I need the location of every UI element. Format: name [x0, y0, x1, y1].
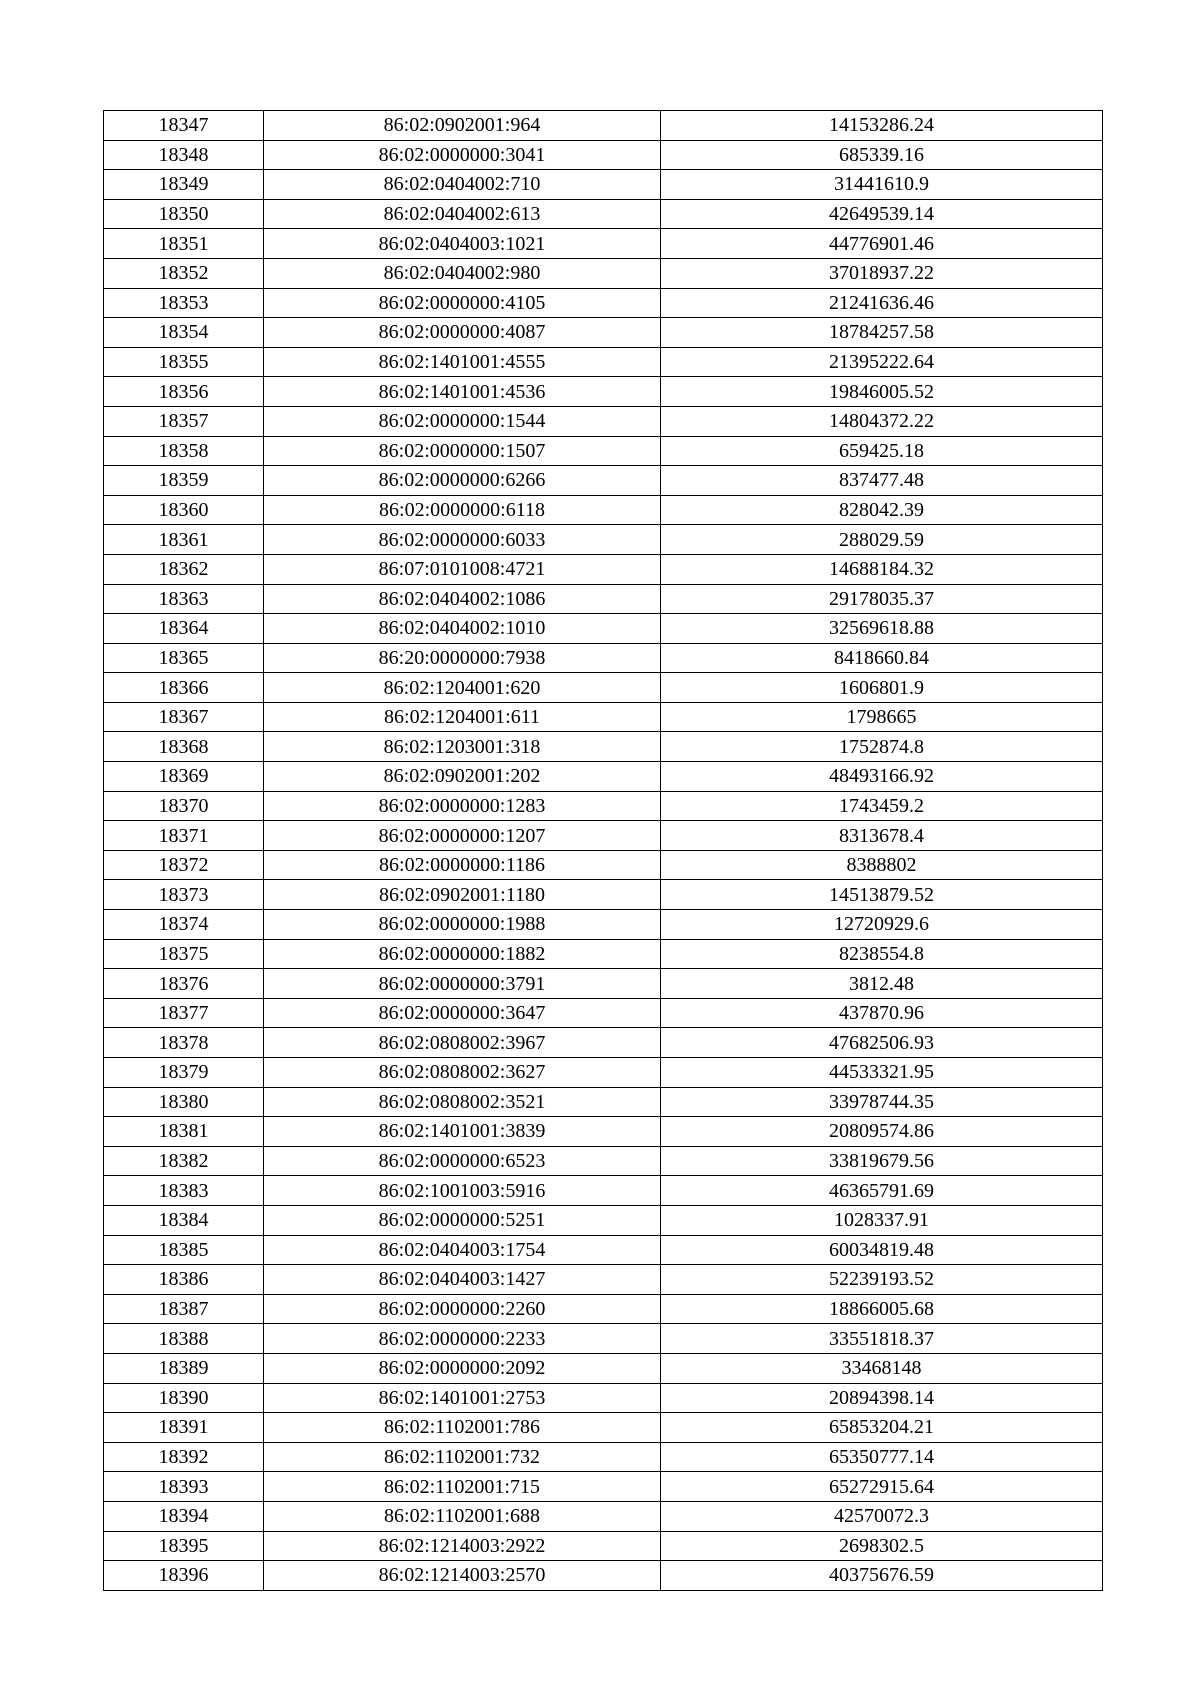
- table-row: [104, 1531, 1103, 1561]
- row-number-cell: 18371: [104, 821, 264, 851]
- cadastral-number-cell: 86:02:0000000:3041: [264, 140, 661, 170]
- row-number-cell: 18356: [104, 377, 264, 407]
- table-row: [104, 1117, 1103, 1147]
- value-cell: 44776901.46: [661, 229, 1103, 259]
- row-number-cell: 18369: [104, 762, 264, 792]
- row-number-cell: 18362: [104, 554, 264, 584]
- value-cell: 33468148: [661, 1353, 1103, 1383]
- cadastral-number-cell: 86:02:1204001:611: [264, 702, 661, 732]
- cadastral-number-cell: 86:02:0902001:964: [264, 111, 661, 141]
- table-row: [104, 199, 1103, 229]
- table-row: [104, 880, 1103, 910]
- table-row: [104, 732, 1103, 762]
- table-row: [104, 466, 1103, 496]
- table-row: [104, 1235, 1103, 1265]
- cadastral-number-cell: 86:02:0404003:1427: [264, 1265, 661, 1295]
- table-row: [104, 910, 1103, 940]
- cadastral-number-cell: 86:02:0000000:3647: [264, 998, 661, 1028]
- row-number-cell: 18373: [104, 880, 264, 910]
- table-row: [104, 406, 1103, 436]
- cadastral-number-cell: 86:20:0000000:7938: [264, 643, 661, 673]
- cadastral-number-cell: 86:02:0000000:3791: [264, 969, 661, 999]
- table-row: [104, 554, 1103, 584]
- cadastral-number-cell: 86:02:0000000:1988: [264, 910, 661, 940]
- row-number-cell: 18354: [104, 318, 264, 348]
- row-number-cell: 18351: [104, 229, 264, 259]
- row-number-cell: 18349: [104, 170, 264, 200]
- value-cell: 8388802: [661, 850, 1103, 880]
- table-row: [104, 998, 1103, 1028]
- cadastral-number-cell: 86:02:0404002:613: [264, 199, 661, 229]
- table-row: [104, 762, 1103, 792]
- row-number-cell: 18393: [104, 1472, 264, 1502]
- value-cell: 20809574.86: [661, 1117, 1103, 1147]
- value-cell: 1743459.2: [661, 791, 1103, 821]
- table-row: [104, 939, 1103, 969]
- table-row: [104, 673, 1103, 703]
- value-cell: 65350777.14: [661, 1442, 1103, 1472]
- value-cell: 48493166.92: [661, 762, 1103, 792]
- cadastral-number-cell: 86:02:0808002:3627: [264, 1058, 661, 1088]
- row-number-cell: 18352: [104, 258, 264, 288]
- cadastral-number-cell: 86:02:0404003:1754: [264, 1235, 661, 1265]
- row-number-cell: 18396: [104, 1561, 264, 1591]
- row-number-cell: 18386: [104, 1265, 264, 1295]
- table-row: [104, 229, 1103, 259]
- cadastral-number-cell: 86:02:0404002:1010: [264, 614, 661, 644]
- value-cell: 37018937.22: [661, 258, 1103, 288]
- row-number-cell: 18375: [104, 939, 264, 969]
- cadastral-number-cell: 86:02:0000000:1507: [264, 436, 661, 466]
- value-cell: 65272915.64: [661, 1472, 1103, 1502]
- value-cell: 14804372.22: [661, 406, 1103, 436]
- row-number-cell: 18353: [104, 288, 264, 318]
- value-cell: 1798665: [661, 702, 1103, 732]
- row-number-cell: 18348: [104, 140, 264, 170]
- cadastral-number-cell: 86:02:1214003:2922: [264, 1531, 661, 1561]
- cadastral-number-cell: 86:02:0000000:5251: [264, 1205, 661, 1235]
- value-cell: 31441610.9: [661, 170, 1103, 200]
- cadastral-number-cell: 86:02:0000000:1207: [264, 821, 661, 851]
- cadastral-number-cell: 86:02:0000000:4087: [264, 318, 661, 348]
- value-cell: 837477.48: [661, 466, 1103, 496]
- table-row: [104, 258, 1103, 288]
- row-number-cell: 18367: [104, 702, 264, 732]
- value-cell: 32569618.88: [661, 614, 1103, 644]
- row-number-cell: 18392: [104, 1442, 264, 1472]
- table-row: [104, 702, 1103, 732]
- value-cell: 14688184.32: [661, 554, 1103, 584]
- cadastral-number-cell: 86:02:1401001:4536: [264, 377, 661, 407]
- cadastral-number-cell: 86:02:0000000:6523: [264, 1146, 661, 1176]
- row-number-cell: 18359: [104, 466, 264, 496]
- value-cell: 1752874.8: [661, 732, 1103, 762]
- cadastral-number-cell: 86:02:1102001:688: [264, 1501, 661, 1531]
- value-cell: 33551818.37: [661, 1324, 1103, 1354]
- value-cell: 18866005.68: [661, 1294, 1103, 1324]
- value-cell: 42649539.14: [661, 199, 1103, 229]
- value-cell: 29178035.37: [661, 584, 1103, 614]
- cadastral-number-cell: 86:02:0404003:1021: [264, 229, 661, 259]
- row-number-cell: 18387: [104, 1294, 264, 1324]
- value-cell: 18784257.58: [661, 318, 1103, 348]
- cadastral-number-cell: 86:02:0808002:3521: [264, 1087, 661, 1117]
- row-number-cell: 18372: [104, 850, 264, 880]
- table-row: [104, 584, 1103, 614]
- value-cell: 44533321.95: [661, 1058, 1103, 1088]
- value-cell: 3812.48: [661, 969, 1103, 999]
- value-cell: 42570072.3: [661, 1501, 1103, 1531]
- row-number-cell: 18347: [104, 111, 264, 141]
- row-number-cell: 18355: [104, 347, 264, 377]
- value-cell: 65853204.21: [661, 1413, 1103, 1443]
- value-cell: 52239193.52: [661, 1265, 1103, 1295]
- cadastral-number-cell: 86:02:1102001:786: [264, 1413, 661, 1443]
- row-number-cell: 18365: [104, 643, 264, 673]
- table-row: [104, 525, 1103, 555]
- cadastral-number-cell: 86:02:0404002:980: [264, 258, 661, 288]
- value-cell: 1028337.91: [661, 1205, 1103, 1235]
- table-row: [104, 1146, 1103, 1176]
- cadastral-number-cell: 86:02:1102001:732: [264, 1442, 661, 1472]
- row-number-cell: 18364: [104, 614, 264, 644]
- table-row: [104, 1413, 1103, 1443]
- cadastral-number-cell: 86:02:1401001:2753: [264, 1383, 661, 1413]
- cadastral-number-cell: 86:02:0000000:2260: [264, 1294, 661, 1324]
- table-row: [104, 1058, 1103, 1088]
- row-number-cell: 18357: [104, 406, 264, 436]
- row-number-cell: 18366: [104, 673, 264, 703]
- row-number-cell: 18382: [104, 1146, 264, 1176]
- cadastral-number-cell: 86:02:0000000:6033: [264, 525, 661, 555]
- row-number-cell: 18376: [104, 969, 264, 999]
- value-cell: 12720929.6: [661, 910, 1103, 940]
- cadastral-number-cell: 86:02:0000000:1186: [264, 850, 661, 880]
- row-number-cell: 18391: [104, 1413, 264, 1443]
- cadastral-number-cell: 86:02:1204001:620: [264, 673, 661, 703]
- row-number-cell: 18385: [104, 1235, 264, 1265]
- row-number-cell: 18389: [104, 1353, 264, 1383]
- table-row: [104, 1472, 1103, 1502]
- cadastral-number-cell: 86:07:0101008:4721: [264, 554, 661, 584]
- cadastral-number-cell: 86:02:0000000:6266: [264, 466, 661, 496]
- value-cell: 685339.16: [661, 140, 1103, 170]
- cadastral-number-cell: 86:02:0000000:2092: [264, 1353, 661, 1383]
- table-row: [104, 969, 1103, 999]
- value-cell: 828042.39: [661, 495, 1103, 525]
- cadastral-number-cell: 86:02:1001003:5916: [264, 1176, 661, 1206]
- row-number-cell: 18395: [104, 1531, 264, 1561]
- row-number-cell: 18390: [104, 1383, 264, 1413]
- row-number-cell: 18350: [104, 199, 264, 229]
- cadastral-number-cell: 86:02:0000000:1283: [264, 791, 661, 821]
- row-number-cell: 18388: [104, 1324, 264, 1354]
- row-number-cell: 18361: [104, 525, 264, 555]
- row-number-cell: 18383: [104, 1176, 264, 1206]
- table-row: [104, 436, 1103, 466]
- table-row: [104, 288, 1103, 318]
- row-number-cell: 18384: [104, 1205, 264, 1235]
- cadastral-number-cell: 86:02:0404002:710: [264, 170, 661, 200]
- table-row: [104, 1265, 1103, 1295]
- cadastral-number-cell: 86:02:0000000:2233: [264, 1324, 661, 1354]
- table-row: [104, 170, 1103, 200]
- row-number-cell: 18363: [104, 584, 264, 614]
- value-cell: 47682506.93: [661, 1028, 1103, 1058]
- table-row: [104, 1205, 1103, 1235]
- value-cell: 20894398.14: [661, 1383, 1103, 1413]
- cadastral-number-cell: 86:02:1102001:715: [264, 1472, 661, 1502]
- cadastral-number-cell: 86:02:0000000:6118: [264, 495, 661, 525]
- cadastral-number-cell: 86:02:0902001:202: [264, 762, 661, 792]
- cadastral-number-cell: 86:02:1401001:4555: [264, 347, 661, 377]
- value-cell: 8313678.4: [661, 821, 1103, 851]
- value-cell: 8418660.84: [661, 643, 1103, 673]
- cadastral-number-cell: 86:02:0404002:1086: [264, 584, 661, 614]
- cadastral-number-cell: 86:02:1401001:3839: [264, 1117, 661, 1147]
- value-cell: 21395222.64: [661, 347, 1103, 377]
- value-cell: 60034819.48: [661, 1235, 1103, 1265]
- row-number-cell: 18380: [104, 1087, 264, 1117]
- value-cell: 46365791.69: [661, 1176, 1103, 1206]
- table-row: [104, 614, 1103, 644]
- table-row: [104, 1087, 1103, 1117]
- value-cell: 33819679.56: [661, 1146, 1103, 1176]
- table-row: [104, 111, 1103, 141]
- row-number-cell: 18368: [104, 732, 264, 762]
- value-cell: 19846005.52: [661, 377, 1103, 407]
- value-cell: 33978744.35: [661, 1087, 1103, 1117]
- table-row: [104, 821, 1103, 851]
- table-row: [104, 1028, 1103, 1058]
- value-cell: 14153286.24: [661, 111, 1103, 141]
- cadastral-number-cell: 86:02:1203001:318: [264, 732, 661, 762]
- table-row: [104, 495, 1103, 525]
- cadastral-number-cell: 86:02:1214003:2570: [264, 1561, 661, 1591]
- row-number-cell: 18374: [104, 910, 264, 940]
- table-row: [104, 1176, 1103, 1206]
- value-cell: 40375676.59: [661, 1561, 1103, 1591]
- cadastral-number-cell: 86:02:0000000:4105: [264, 288, 661, 318]
- value-cell: 437870.96: [661, 998, 1103, 1028]
- data-table: [103, 110, 1103, 1591]
- table-body: [104, 111, 1103, 1591]
- row-number-cell: 18381: [104, 1117, 264, 1147]
- value-cell: 288029.59: [661, 525, 1103, 555]
- table-row: [104, 377, 1103, 407]
- row-number-cell: 18394: [104, 1501, 264, 1531]
- table-row: [104, 1294, 1103, 1324]
- row-number-cell: 18377: [104, 998, 264, 1028]
- value-cell: 21241636.46: [661, 288, 1103, 318]
- table-row: [104, 347, 1103, 377]
- table-row: [104, 1353, 1103, 1383]
- cadastral-number-cell: 86:02:0000000:1882: [264, 939, 661, 969]
- table-row: [104, 643, 1103, 673]
- value-cell: 1606801.9: [661, 673, 1103, 703]
- table-row: [104, 850, 1103, 880]
- table-row: [104, 1442, 1103, 1472]
- table-row: [104, 791, 1103, 821]
- table-row: [104, 318, 1103, 348]
- value-cell: 8238554.8: [661, 939, 1103, 969]
- cadastral-number-cell: 86:02:0000000:1544: [264, 406, 661, 436]
- row-number-cell: 18360: [104, 495, 264, 525]
- value-cell: 659425.18: [661, 436, 1103, 466]
- cadastral-number-cell: 86:02:0902001:1180: [264, 880, 661, 910]
- table-row: [104, 140, 1103, 170]
- row-number-cell: 18370: [104, 791, 264, 821]
- table-row: [104, 1501, 1103, 1531]
- row-number-cell: 18379: [104, 1058, 264, 1088]
- row-number-cell: 18378: [104, 1028, 264, 1058]
- row-number-cell: 18358: [104, 436, 264, 466]
- table-row: [104, 1561, 1103, 1591]
- value-cell: 14513879.52: [661, 880, 1103, 910]
- cadastral-number-cell: 86:02:0808002:3967: [264, 1028, 661, 1058]
- table-row: [104, 1324, 1103, 1354]
- value-cell: 2698302.5: [661, 1531, 1103, 1561]
- table-row: [104, 1383, 1103, 1413]
